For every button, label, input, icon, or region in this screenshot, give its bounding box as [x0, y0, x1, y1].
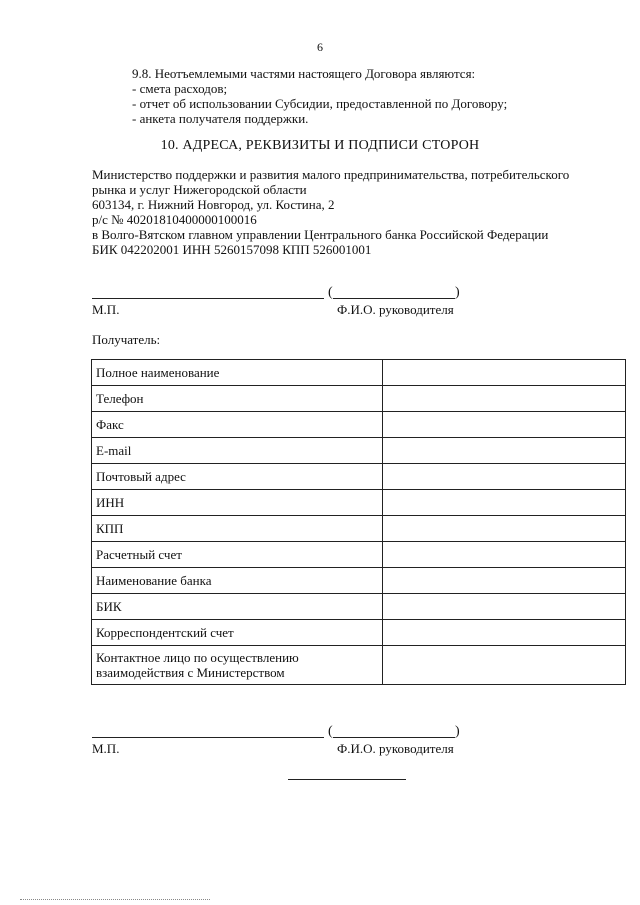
- name-line: [333, 737, 455, 738]
- table-row: [92, 542, 626, 568]
- field-label: Корреспондентский счет: [92, 620, 383, 646]
- field-label: ИНН: [92, 490, 383, 516]
- table-row: [92, 568, 626, 594]
- field-value: [383, 412, 626, 438]
- ministry-line: Министерство поддержки и развития малого предпринимательства, потребительского: [92, 167, 570, 182]
- field-value: [383, 594, 626, 620]
- table-row: [92, 360, 626, 386]
- table-row: [92, 516, 626, 542]
- clause-heading: 9.8. Неотъемлемыми частями настоящего Договора являются:: [132, 66, 476, 81]
- field-value: [383, 438, 626, 464]
- name-label: Ф.И.О. руководителя: [337, 302, 454, 317]
- table-row: [92, 620, 626, 646]
- ministry-details: [92, 167, 569, 257]
- field-value: [383, 516, 626, 542]
- stamp-label: М.П.: [92, 302, 120, 317]
- ministry-line: рынка и услуг Нижегородской области: [92, 182, 307, 197]
- ministry-line: БИК 042202001 ИНН 5260157098 КПП 526001001: [92, 242, 372, 257]
- name-close-paren: ): [455, 285, 460, 300]
- name-open-paren: (: [328, 724, 333, 739]
- scan-artifact-line: [20, 899, 210, 900]
- section-title: 10. АДРЕСА, РЕКВИЗИТЫ И ПОДПИСИ СТОРОН: [160, 138, 480, 153]
- table-row: [92, 386, 626, 412]
- table-row: [92, 646, 626, 685]
- field-value: [383, 646, 626, 685]
- field-label: Контактное лицо по осуществлению взаимодействия с Министерством: [92, 646, 383, 685]
- clause-item: - смета расходов;: [132, 81, 228, 96]
- field-value: [383, 490, 626, 516]
- field-value: [383, 360, 626, 386]
- signature-line: [92, 737, 324, 738]
- table-row: [92, 490, 626, 516]
- name-label: Ф.И.О. руководителя: [337, 741, 454, 756]
- field-label: Факс: [92, 412, 383, 438]
- recipient-label: Получатель:: [92, 332, 161, 347]
- field-label: Почтовый адрес: [92, 464, 383, 490]
- field-label: Телефон: [92, 386, 383, 412]
- field-label: Наименование банка: [92, 568, 383, 594]
- table-row: [92, 464, 626, 490]
- field-value: [383, 620, 626, 646]
- page-number: 6: [317, 40, 323, 54]
- recipient-table: [91, 359, 626, 685]
- clause-item: - анкета получателя поддержки.: [132, 111, 309, 126]
- ministry-line: в Волго-Вятском главном управлении Центрального банка Российской Федерации: [92, 227, 549, 242]
- closing-divider: [288, 779, 406, 780]
- table-row: [92, 412, 626, 438]
- ministry-line: р/с № 40201810400000100016: [92, 212, 257, 227]
- ministry-line: 603134, г. Нижний Новгород, ул. Костина, 2: [92, 197, 335, 212]
- field-label: КПП: [92, 516, 383, 542]
- name-line: [333, 298, 455, 299]
- name-close-paren: ): [455, 724, 460, 739]
- field-value: [383, 568, 626, 594]
- table-row: [92, 438, 626, 464]
- clause-9-8: [132, 66, 507, 126]
- clause-item: - отчет об использовании Субсидии, предоставленной по Договору;: [132, 96, 508, 111]
- field-value: [383, 464, 626, 490]
- field-label: Полное наименование: [92, 360, 383, 386]
- stamp-label: М.П.: [92, 741, 120, 756]
- signature-line: [92, 298, 324, 299]
- table-row: [92, 594, 626, 620]
- field-label: БИК: [92, 594, 383, 620]
- field-value: [383, 542, 626, 568]
- field-label: Расчетный счет: [92, 542, 383, 568]
- field-value: [383, 386, 626, 412]
- name-open-paren: (: [328, 285, 333, 300]
- field-label: E-mail: [92, 438, 383, 464]
